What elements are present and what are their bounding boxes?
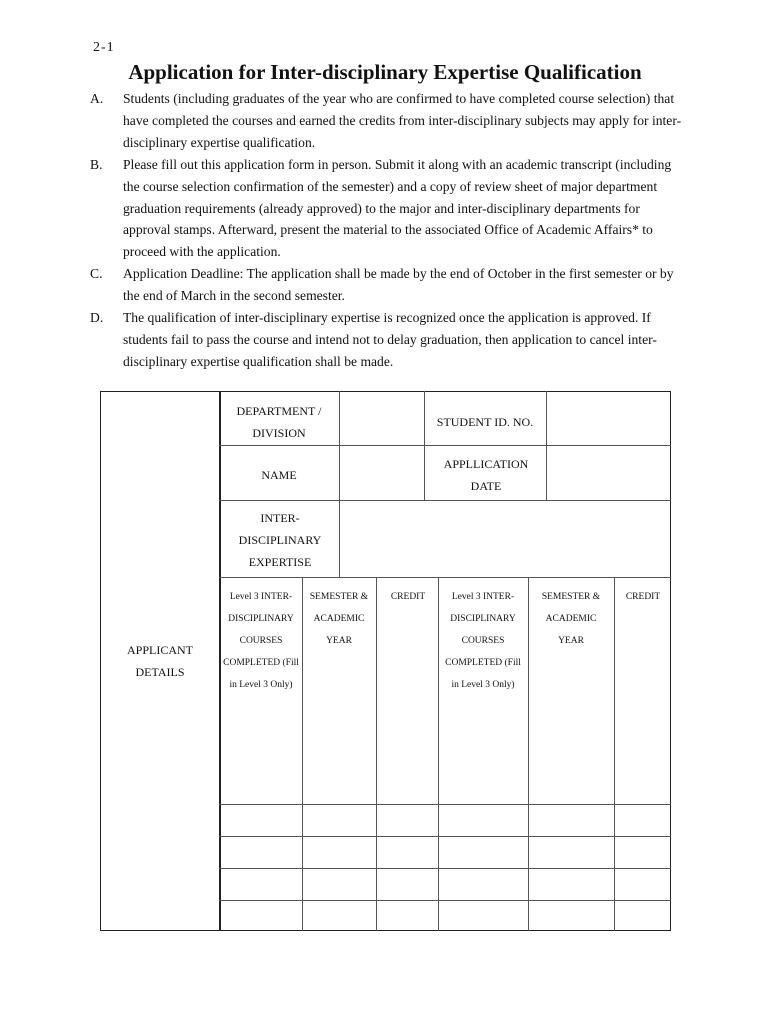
list-item (90, 307, 690, 373)
applicant-details-label: APPLICANT DETAILS (126, 643, 193, 679)
item-text: Please fill out this application form in person. Submit it along with an academic transcript (including the course selection confirmation of the semester) and a copy of review sheet of major department graduation requirements (already approved) to the major and inter-disciplinary departments for approval stamps. Afterward, present the material to the associated Office of Academic Affairs* to proceed with the application. (123, 156, 672, 260)
table-divider (219, 836, 671, 837)
application-date-field[interactable] (548, 447, 669, 499)
item-marker: B. (90, 156, 103, 172)
item-marker: D. (90, 310, 104, 326)
credit-header-left: CREDIT (390, 592, 426, 602)
item-text: Application Deadline: The application shall be made by the end of October in the first semester or by the end of March in the second semester. (123, 266, 674, 304)
table-divider (219, 445, 671, 446)
list-item (90, 154, 690, 264)
table-divider (528, 577, 529, 931)
page-number: 2-1 (93, 40, 115, 55)
item-marker: C. (90, 266, 103, 282)
courses-header-right: Level 3 INTER-DISCIPLINARY COURSES COMPLETED (Fill in Level 3 Only) (445, 592, 521, 690)
courses-header-left: Level 3 INTER-DISCIPLINARY COURSES COMPLETED (Fill in Level 3 Only) (223, 592, 299, 690)
table-divider (219, 868, 671, 869)
item-text: Students (including graduates of the year who are confirmed to have completed course selection) that have completed the courses and earned the credits from inter-disciplinary subjects may apply for inter-disciplinary expertise qualification. (123, 91, 682, 150)
table-divider (302, 577, 303, 931)
student-id-field[interactable] (548, 393, 669, 444)
expertise-label: INTER-DISCIPLINARY EXPERTISE (238, 511, 322, 569)
department-field[interactable] (341, 393, 423, 444)
table-divider (219, 804, 671, 805)
instructions-list (90, 88, 690, 373)
table-divider (219, 577, 671, 578)
item-text: The qualification of inter-disciplinary expertise is recognized once the application is approved. If students fail to pass the course and intend not to delay graduation, then application to cancel inter-disciplinary expertise qualification shall be made. (123, 310, 657, 369)
student-id-label: STUDENT ID. NO. (436, 414, 534, 429)
application-date-label: APPLLICATION DATE (443, 457, 529, 493)
name-field[interactable] (341, 447, 423, 499)
semester-header-right: SEMESTER & ACADEMIC YEAR (541, 592, 601, 646)
list-item (90, 263, 690, 307)
expertise-field[interactable] (341, 502, 669, 576)
list-item (90, 88, 690, 154)
item-marker: A. (90, 91, 104, 106)
table-divider (614, 577, 615, 931)
name-label: NAME (261, 468, 297, 482)
table-divider (219, 900, 671, 901)
table-divider (219, 500, 671, 501)
table-divider (438, 577, 439, 931)
table-divider (376, 577, 377, 931)
page-title: Application for Inter-disciplinary Expertise Qualification (128, 60, 642, 84)
credit-header-right: CREDIT (625, 592, 661, 602)
department-label: DEPARTMENT / DIVISION (236, 403, 322, 440)
table-divider (219, 391, 221, 931)
table-divider (339, 391, 340, 577)
semester-header-left: SEMESTER & ACADEMIC YEAR (309, 592, 369, 646)
